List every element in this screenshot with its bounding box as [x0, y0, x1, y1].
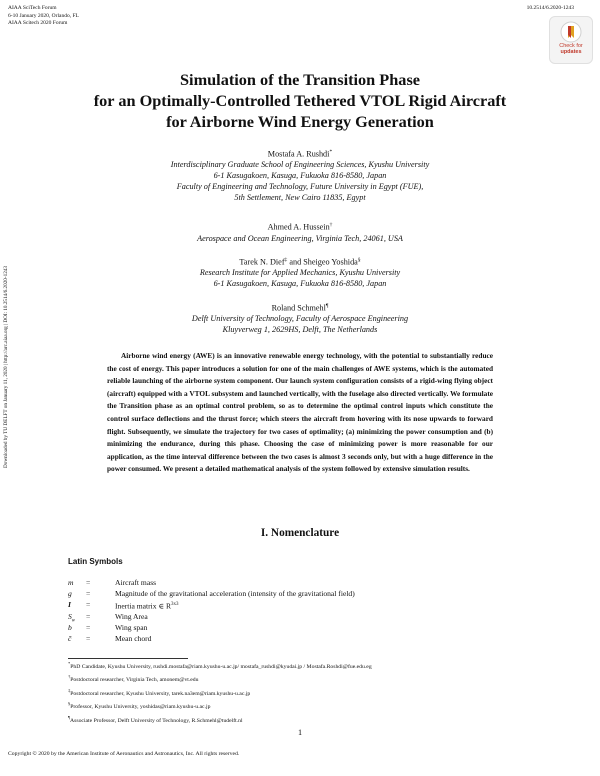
- footnote-mark: *: [68, 661, 71, 666]
- author-5: [40, 301, 560, 314]
- nomenclature-description: Aircraft mass: [115, 578, 157, 587]
- nomenclature-equals: =: [86, 589, 91, 599]
- affiliation-line: Aerospace and Ocean Engineering, Virginia Tech, 24061, USA: [197, 234, 403, 243]
- author-name: Roland Schmehl: [271, 303, 326, 313]
- paper-title: [40, 69, 560, 132]
- bookmark-ribbon-icon: [560, 21, 582, 43]
- affiliation-line: Delft University of Technology, Faculty of Aerospace Engineering: [191, 314, 409, 323]
- nomenclature-description: Wing Area: [115, 611, 148, 621]
- footnotes: [68, 659, 372, 726]
- footnote: [68, 686, 372, 699]
- footnote-mark: §: [68, 701, 71, 707]
- footnote: [68, 672, 372, 685]
- nomenclature-list: [68, 577, 355, 644]
- nomenclature-row: [68, 577, 355, 588]
- author-mark: *: [329, 149, 333, 155]
- affiliation-line: Kluyverweg 1, 2629HS, Delft, The Netherlands: [222, 325, 378, 334]
- nomenclature-symbol: g: [68, 589, 72, 599]
- nomenclature-equals: =: [86, 611, 91, 621]
- footnote-text: Professor, Kyushu University, yoshidas@riam.kyushu-u.ac.jp: [70, 704, 211, 711]
- author-mark: ‡: [284, 257, 288, 263]
- header-line: AIAA SciTech Forum: [8, 5, 57, 11]
- title-line: for Airborne Wind Energy Generation: [166, 112, 434, 131]
- nomenclature-symbol: I: [68, 600, 71, 610]
- footnote-text: Postdoctoral researcher, Kyushu University, tarek.na3em@riam.kyushu-u.ac.jp: [70, 690, 251, 697]
- affiliation-line: Faculty of Engineering and Technology, Future University in Egypt (FUE),: [176, 182, 424, 191]
- abstract: Airborne wind energy (AWE) is an innovative renewable energy technology, with the potential to substantially reduce the cost of energy. This paper introduces a solution for one of the main challenges of AWE systems, which is the automated reliable launching of the airborne system component. Our launch system configuration consists of a rigid-wing flying object (aircraft) equipped with a VTOL subsystem and launched vertically, with the fuselage also directed vertically. We formulate the Transition phase as an optimal control problem, so as to determine the optimal control inputs which constitute the control surface deflections and the thrust force; which steers the aircraft from hovering with its nose upwards to forward flight. Subsequently, we simulate the trajectory for two cases of optimality; (a) minimizing the power consumption and (b) minimizing the endurance, during this phase. Choosing the case of minimizing power is more reasonable for our application, as the time interval difference between the two cases is almost 3 seconds only, but with a huge difference in the power consumed. We present a detailed mathematical analysis of the system followed by extensive simulation results.: [107, 351, 493, 474]
- symbol-subscript: w: [71, 618, 76, 624]
- title-line: Simulation of the Transition Phase: [179, 70, 421, 89]
- doi-label[interactable]: 10.2514/6.2020-1243: [526, 5, 574, 11]
- section-heading: I. Nomenclature: [260, 527, 340, 539]
- nomenclature-equals: =: [86, 622, 91, 632]
- nomenclature-row: [68, 622, 355, 633]
- author-2-affiliation: [40, 233, 560, 244]
- conference-header: [8, 5, 79, 28]
- author-mark: †: [329, 222, 333, 228]
- author-3-4-affiliation: [40, 267, 560, 289]
- footnote-mark: †: [68, 674, 71, 680]
- title-line: for an Optimally-Controlled Tethered VTOL Rigid Aircraft: [93, 91, 507, 110]
- nomenclature-symbol: b: [68, 622, 72, 632]
- author-name: Tarek N. Dief: [239, 257, 285, 267]
- badge-line-2: updates: [560, 49, 582, 55]
- footnote-text: Postdoctoral researcher, Virginia Tech, amonem@vt.edu: [70, 677, 199, 684]
- author-1: [40, 147, 560, 160]
- author-mark: ¶: [325, 303, 329, 309]
- nomenclature-symbol: c̄: [68, 633, 72, 643]
- footnote-text: PhD Candidate, Kyushu University, rushdi.mostafa@riam.kyushu-u.ac.jp/ mostafa_rushdi@kyudai.jp / Mostafa.Roshdi@fue.edu.eg: [70, 663, 372, 670]
- badge-line-1: Check for: [559, 43, 583, 49]
- footnote-mark: ‡: [68, 687, 71, 693]
- author-connector: and: [287, 257, 304, 267]
- affiliation-line: Interdisciplinary Graduate School of Engineering Sciences, Kyushu University: [170, 160, 430, 169]
- nomenclature-description: [115, 599, 179, 610]
- author-mark: §: [357, 257, 361, 263]
- footnote: [68, 713, 372, 726]
- affiliation-line: 6-1 Kasugakoen, Kasuga, Fukuoka 816-8580, Japan: [213, 279, 387, 288]
- copyright-notice: Copyright © 2020 by the American Institute of Aeronautics and Astronautics, Inc. All rights reserved.: [8, 751, 240, 757]
- author-3-4: [40, 255, 560, 268]
- nomenclature-symbol: m: [68, 578, 74, 587]
- nomenclature-equals: =: [86, 600, 91, 610]
- author-2: [40, 220, 560, 233]
- side-note-text: Downloaded by TU DELFT on January 11, 2020 | http://arc.aiaa.org | DOI: 10.2514/6.2020-1243: [2, 265, 9, 468]
- nomenclature-row: [68, 588, 355, 599]
- check-for-updates-badge[interactable]: [549, 16, 593, 64]
- header-line: AIAA Scitech 2020 Forum: [8, 20, 68, 27]
- affiliation-line: 5th Settlement, New Cairo 11835, Egypt: [234, 193, 366, 202]
- footnote-mark: ¶: [68, 714, 71, 720]
- nomenclature-description: Mean chord: [115, 633, 152, 643]
- affiliation-line: Research Institute for Applied Mechanics, Kyushu University: [199, 268, 401, 277]
- nomenclature-row: [68, 633, 355, 644]
- nomenclature-symbol: [68, 611, 86, 622]
- nomenclature-row: [68, 611, 355, 622]
- nomenclature-description: Wing span: [115, 622, 148, 632]
- author-1-affiliation: [40, 159, 560, 203]
- description-superscript: 3x3: [171, 602, 179, 608]
- header-line: 6-10 January 2020, Orlando, FL: [8, 12, 79, 19]
- author-name: Ahmed A. Hussein: [267, 222, 330, 232]
- author-5-affiliation: [40, 313, 560, 335]
- author-name: Mostafa A. Rushdi: [267, 149, 330, 159]
- footnote: [68, 699, 372, 712]
- download-side-note: [1, 214, 10, 519]
- footnote-text: Associate Professor, Delft University of Technology, R.Schmehl@tudelft.nl: [70, 717, 243, 724]
- description-text: Inertia matrix ∈ R: [115, 601, 172, 611]
- nomenclature-equals: =: [86, 633, 91, 643]
- affiliation-line: 6-1 Kasugakoen, Kasuga, Fukuoka 816-8580, Japan: [213, 171, 387, 180]
- nomenclature-description: Magnitude of the gravitational acceleration (intensity of the gravitational field): [115, 589, 355, 599]
- author-name: Sheigeo Yoshida: [303, 257, 358, 267]
- footnote: [68, 659, 372, 672]
- page-number: 1: [297, 728, 303, 737]
- nomenclature-row: [68, 599, 355, 610]
- symbol-base: S: [68, 611, 72, 621]
- subsection-heading: Latin Symbols: [68, 557, 123, 566]
- nomenclature-equals: =: [86, 578, 91, 587]
